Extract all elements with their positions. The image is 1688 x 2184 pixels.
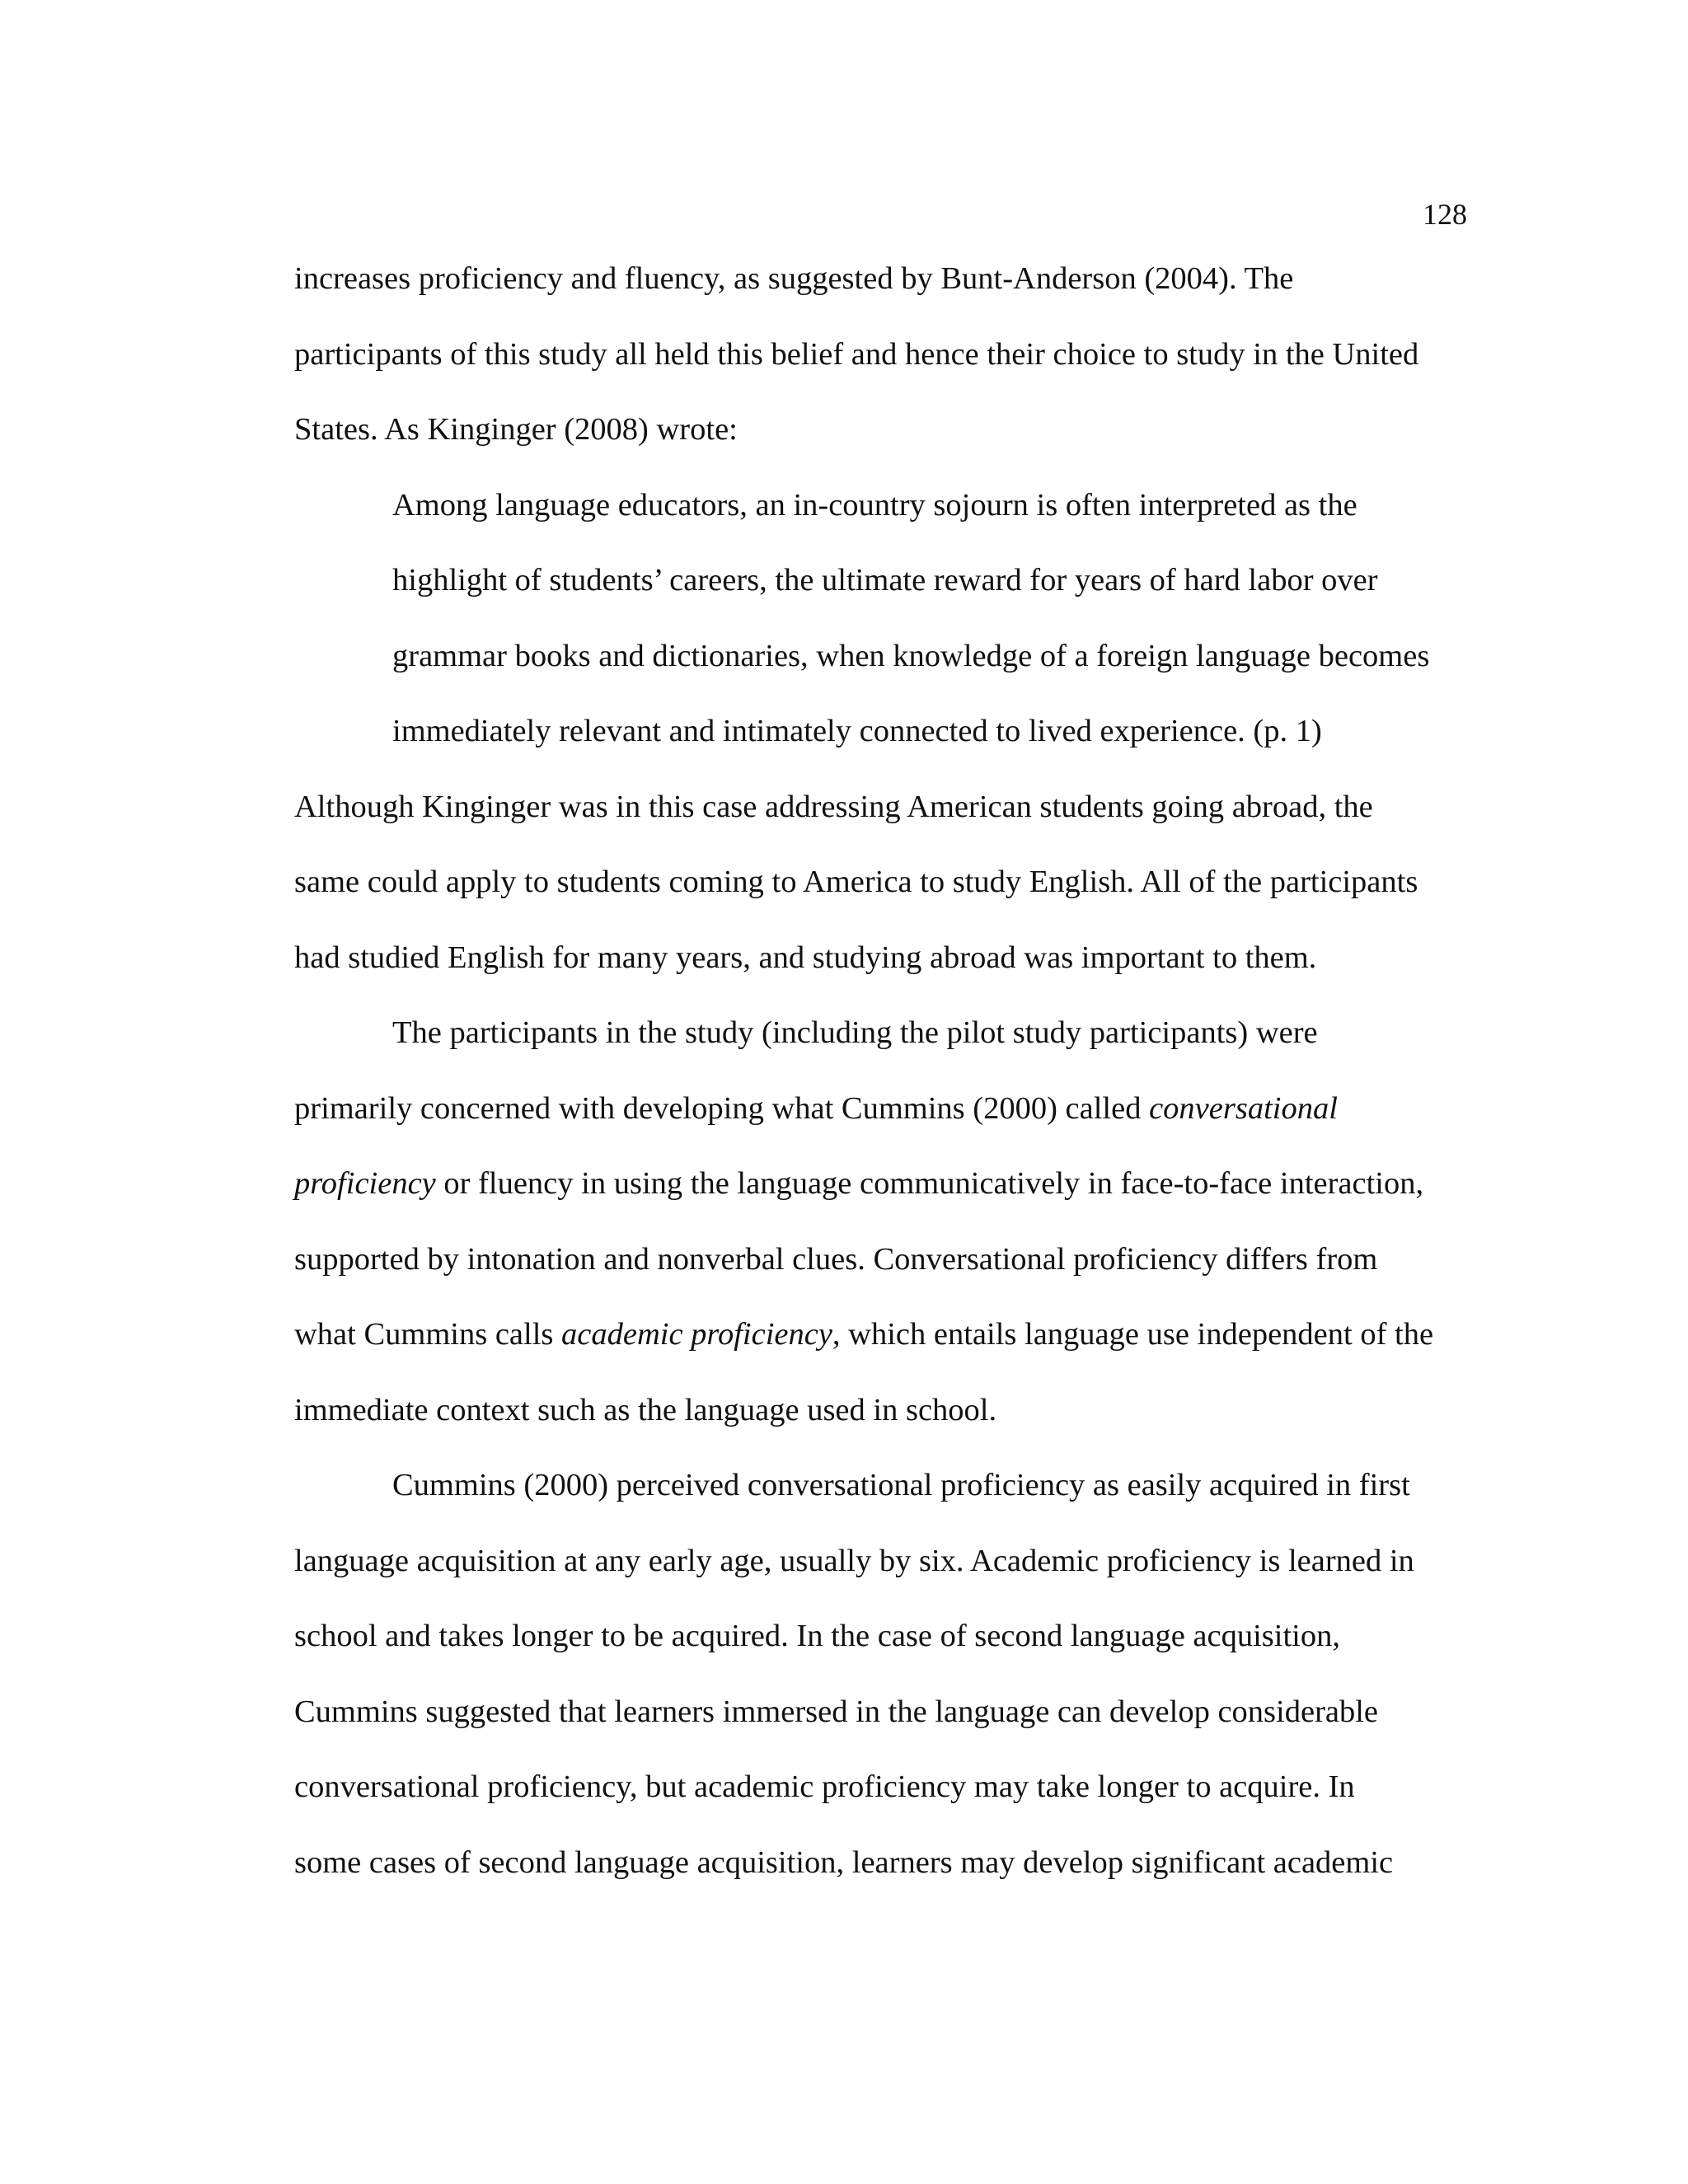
quote-line: Among language educators, an in-country sojourn is often interpreted as the bbox=[392, 487, 1357, 523]
page-number: 128 bbox=[1423, 198, 1467, 231]
quote-line: immediately relevant and intimately connected to lived experience. (p. 1) bbox=[392, 714, 1322, 748]
body-text bbox=[294, 251, 1473, 1910]
paragraph bbox=[294, 779, 1473, 1005]
text-line: The participants in the study (including the pilot study participants) were bbox=[392, 1015, 1318, 1050]
quote-line: highlight of students’ careers, the ultimate reward for years of hard labor over bbox=[392, 563, 1378, 598]
text-line bbox=[294, 1306, 1473, 1382]
text-line: Although Kinginger was in this case addressing American students going abroad, the bbox=[294, 789, 1373, 824]
text-line: had studied English for many years, and studying abroad was important to them. bbox=[294, 940, 1317, 975]
paragraph bbox=[294, 1005, 1473, 1457]
text-line: Cummins suggested that learners immersed in the language can develop considerable bbox=[294, 1694, 1379, 1729]
text-line: some cases of second language acquisition, learners may develop significant academic bbox=[294, 1844, 1394, 1880]
text-line: immediate context such as the language used in school. bbox=[294, 1392, 997, 1427]
text-line: increases proficiency and fluency, as suggested by Bunt-Anderson (2004). The bbox=[294, 261, 1294, 296]
text-line bbox=[294, 1155, 1473, 1231]
text-line: participants of this study all held this belief and hence their choice to study in the United bbox=[294, 336, 1419, 372]
text-line bbox=[294, 1080, 1473, 1156]
text-run: what Cummins calls bbox=[294, 1317, 562, 1352]
italic-term: academic proficiency bbox=[561, 1317, 832, 1352]
quote-line: grammar books and dictionaries, when knowledge of a foreign language becomes bbox=[392, 638, 1430, 673]
paragraph bbox=[294, 1457, 1473, 1910]
paragraph bbox=[294, 251, 1473, 477]
text-line: conversational proficiency, but academic proficiency may take longer to acquire. In bbox=[294, 1769, 1355, 1804]
text-line: Cummins (2000) perceived conversational proficiency as easily acquired in first bbox=[392, 1468, 1410, 1502]
italic-term: proficiency bbox=[294, 1166, 436, 1201]
text-line: school and takes longer to be acquired. In the case of second language acquisition, bbox=[294, 1619, 1340, 1653]
text-line: same could apply to students coming to America to study English. All of the participants bbox=[294, 865, 1418, 899]
text-line: supported by intonation and nonverbal clues. Conversational proficiency differs from bbox=[294, 1241, 1378, 1277]
text-line: States. As Kinginger (2008) wrote: bbox=[294, 412, 738, 447]
italic-term: conversational bbox=[1149, 1090, 1338, 1126]
text-line: language acquisition at any early age, usually by six. Academic proficiency is learned in bbox=[294, 1543, 1414, 1578]
text-run: , which entails language use independent of the bbox=[832, 1317, 1434, 1352]
block-quote bbox=[294, 477, 1473, 779]
text-run: or fluency in using the language communicatively in face-to-face interaction, bbox=[435, 1166, 1424, 1201]
text-run: primarily concerned with developing what Cummins (2000) called bbox=[294, 1090, 1150, 1126]
